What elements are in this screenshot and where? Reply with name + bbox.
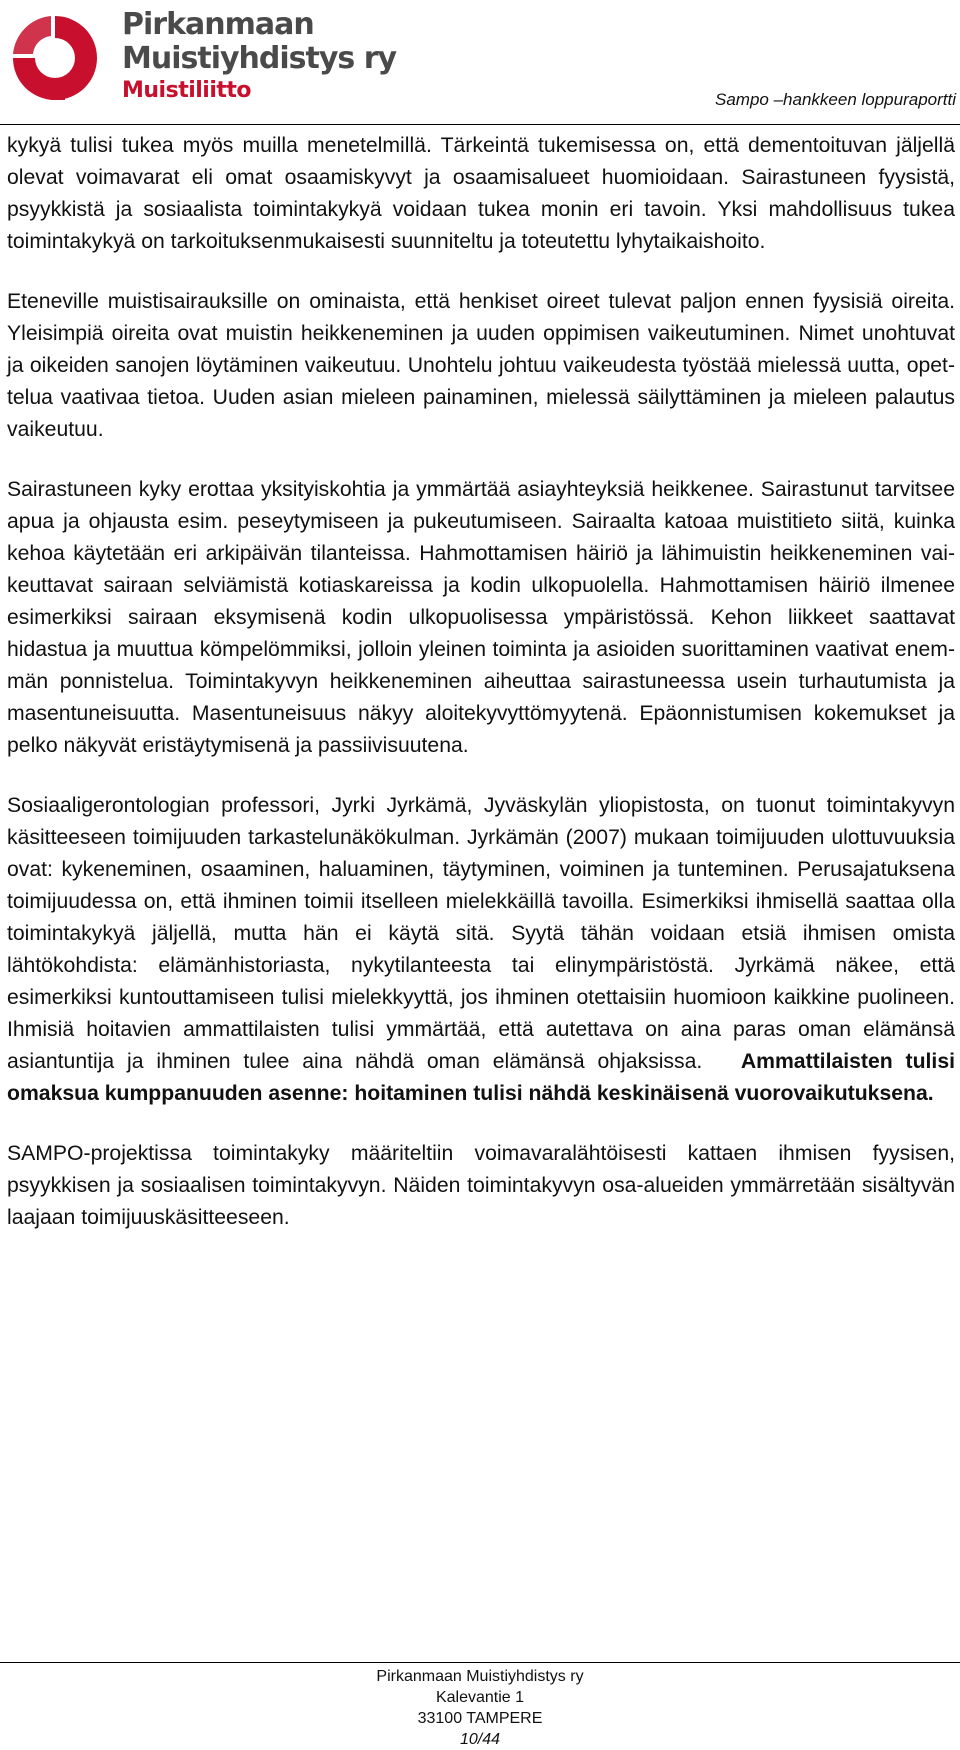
- footer-divider: [0, 1662, 960, 1663]
- logo-wordmark: [122, 8, 396, 106]
- logo-line-1: Pirkanmaan: [122, 7, 314, 42]
- paragraph-1: kykyä tulisi tukea myös muilla menetelmillä. Tärkeintä tukemisessa on, että dementoituvan jäljellä olevat voimavarat eli omat osaamiskyvyt ja osaamisalueet huomioidaan. Sairastuneen fyysistä, psyykkistä ja sosiaalista toimintakykyä voidaan tukea monin eri tavoin. Yksi mahdollisuus tukea toimintakykyä on tarkoituksenmukaisesti suunniteltu ja toteutettu lyhytaikaishoito.: [7, 134, 955, 253]
- footer-org: Pirkanmaan Muistiyhdistys ry: [376, 1668, 584, 1685]
- paragraph-4: [7, 790, 955, 1110]
- logo-line-3: Muistiliitto: [122, 78, 252, 103]
- footer-city: 33100 TAMPERE: [417, 1710, 543, 1727]
- header-divider: [0, 124, 960, 125]
- page-header: [0, 0, 960, 128]
- footer-street: Kalevantie 1: [435, 1689, 525, 1706]
- page-footer: [0, 1666, 960, 1750]
- page-number: 10/44: [459, 1731, 501, 1748]
- report-title: Sampo –hankkeen loppuraportti: [715, 90, 956, 109]
- document-body: [7, 130, 955, 1262]
- muistiliitto-logo-icon: [5, 8, 105, 108]
- paragraph-4-text: Sosiaaligerontologian professori, Jyrki Jyrkämä, Jyväskylän yliopistosta, on tuonut toimintakyvyn käsitteeseen toimijuuden tarkastelunäkökulman. Jyrkämän (2007) mukaan toimijuuden ulottuvuuksia ovat: kykeneminen, osaaminen, haluaminen, täytyminen, voiminen ja tunteminen. Perusajatuksena toimijuudessa on, että ihminen toimii itselleen mielekkäillä tavoilla. Esimerkiksi ihmisellä saattaa olla toimintakykyä jäljellä, mutta hän ei käytä sitä. Syytä tähän voidaan etsiä ihmisen omista lähtökohdista: elämänhistoriasta, nykytilanteesta tai elinympäristöstä. Jyrkämä näkee, että esimerkiksi kuntouttamiseen tulisi mielekkyyttä, jos ihminen otettaisiin huomioon kaikkine puolineen. Ihmisiä hoitavien ammattilaisten tulisi ymmärtää, että autettava on aina paras oman elämänsä asiantuntija ja ihminen tulee aina nähdä oman elämänsä ohjaksissa.: [7, 794, 955, 1073]
- paragraph-2: Eteneville muistisairauksille on ominaista, että henkiset oireet tulevat paljon ennen fyysisiä oireita. Yleisimpiä oireita ovat muistin heikkeneminen ja uuden oppimisen vaikeutuminen. Nimet unohtuvat ja oikeiden sanojen löytäminen vaikeutuu. Unohtelu johtuu vaikeudesta työstää mielessä uutta, opettelua vaativaa tietoa. Uuden asian mieleen painaminen, mielessä säilyttäminen ja mieleen palautus vaikeutuu.: [7, 290, 955, 441]
- paragraph-5: SAMPO-projektissa toimintakyky määriteltiin voimavaralähtöisesti kattaen ihmisen fyysisen, psyykkisen ja sosiaalisen toimintakyvyn. Näiden toimintakyvyn osa-alueiden ymmärretään sisältyvän laajaan toimijuuskäsitteeseen.: [7, 1142, 955, 1229]
- logo-line-2: Muistiyhdistys ry: [122, 41, 397, 76]
- paragraph-4-emphasis: Ammattilaisten tulisi omaksua kumppanuuden asenne: hoitaminen tulisi nähdä keskinäisenä vuorovaikutuksena.: [7, 1050, 955, 1105]
- paragraph-3: Sairastuneen kyky erottaa yksityiskohtia ja ymmärtää asiayhteyksiä heikkenee. Sairastunut tarvitsee apua ja ohjausta esim. peseytymiseen ja pukeutumiseen. Sairaalta katoaa muistitieto siitä, kuinka kehoa käytetään eri arkipäivän tilanteissa. Hahmottamisen häiriö ja lähimuistin heikkeneminen vaikeuttavat sairaan selviämistä kotiaskareissa ja kodin ulkopuolella. Hahmottamisen häiriö ilmenee esimerkiksi sairaan eksymisenä kodin ulkopuolisessa ympäristössä. Kehon liikkeet saattavat hidastua ja muuttua kömpelömmiksi, jolloin yleinen toiminta ja asioiden suorittaminen vaativat enemmän ponnistelua. Toimintakyvyn heikkeneminen aiheuttaa sairastuneessa usein turhautumista ja masentuneisuutta. Masentuneisuus näkyy aloitekyvyttömyytenä. Epäonnistumisen kokemukset ja pelko näkyvät eristäytymisenä ja passiivisuutena.: [7, 478, 955, 757]
